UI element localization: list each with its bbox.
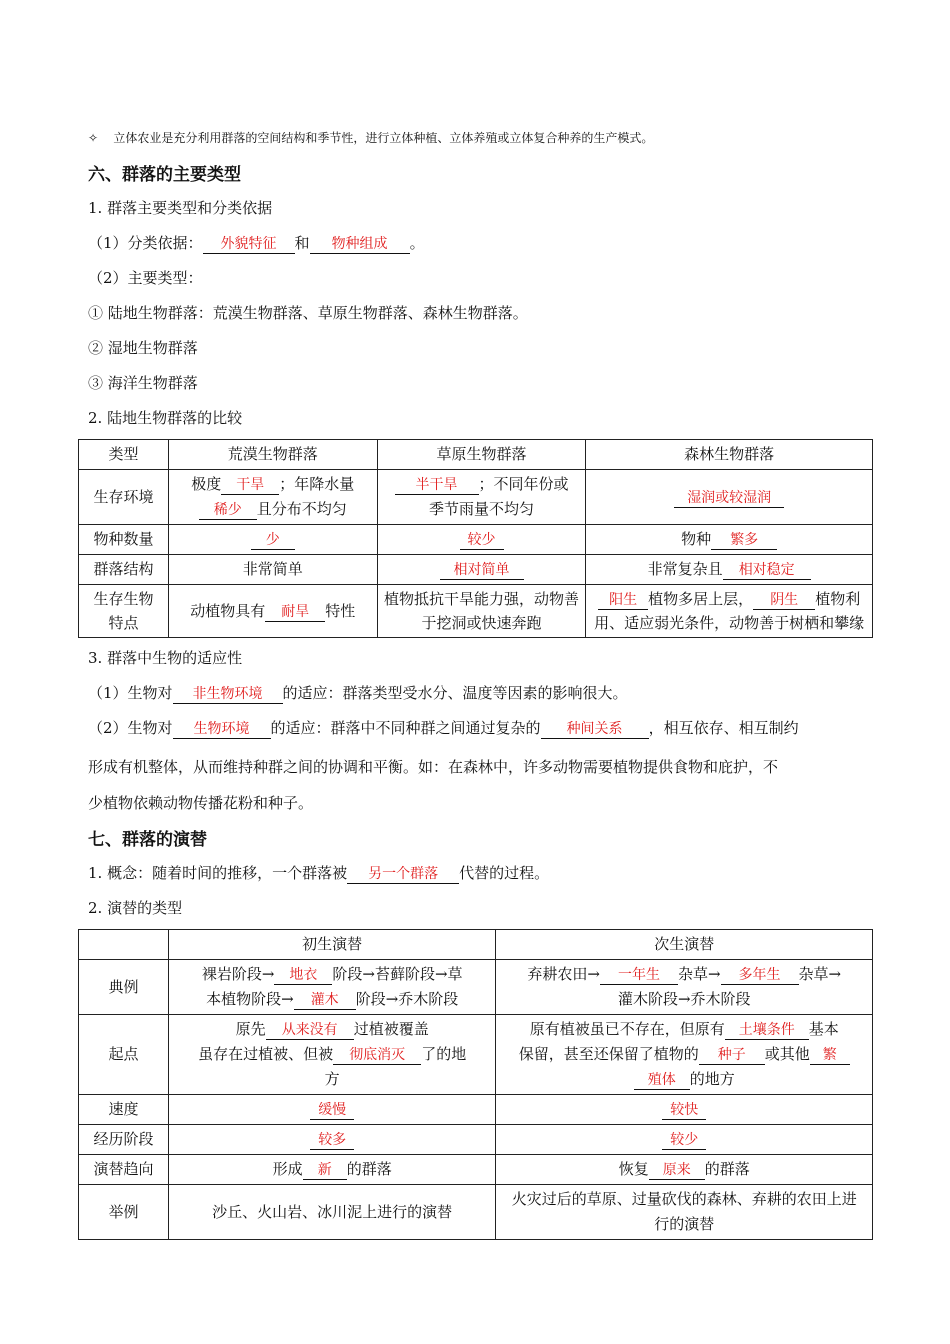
table-row [79, 1015, 873, 1095]
answer-blank: 多年生 [721, 967, 799, 985]
text: 代替的过程。 [459, 864, 550, 882]
text: 和 [294, 234, 310, 252]
answer-blank: 干旱 [221, 477, 279, 495]
s6-p1-b: （2）主要类型： [88, 269, 203, 287]
table-cell [586, 525, 873, 555]
table-row [79, 555, 873, 585]
text: 季节雨量不均匀 [429, 500, 535, 518]
row-label: 物种数量 [79, 525, 169, 555]
table-cell [168, 960, 496, 1015]
text: 保留，甚至还保留了植物的 [518, 1045, 699, 1063]
text: 动植物具有 [190, 601, 266, 620]
s6-item-2: ② 湿地生物群落 [88, 339, 198, 357]
table-cell [168, 1095, 496, 1125]
header-cell: 类型 [79, 440, 169, 470]
answer-blank: 另一个群落 [347, 866, 459, 884]
table-row [79, 1185, 873, 1240]
text: 基本 [808, 1020, 839, 1038]
answer-blank: 阳生 [598, 592, 648, 610]
s7-p1 [88, 862, 549, 884]
row-label: 举例 [79, 1185, 169, 1240]
answer-blank: 灌木 [294, 992, 356, 1010]
text: ；年降水量 [279, 475, 355, 493]
table-cell [496, 1155, 873, 1185]
row-label: 速度 [79, 1095, 169, 1125]
answer-blank: 非生物环境 [173, 686, 283, 704]
section-6-title: 六、群落的主要类型 [88, 165, 241, 185]
table-cell [377, 555, 586, 585]
table-cell: 沙丘、火山岩、冰川泥上进行的演替 [168, 1185, 496, 1240]
section-7-title: 七、群落的演替 [88, 830, 207, 850]
answer-blank: 耐旱 [265, 604, 325, 622]
s6-p3-b [88, 717, 799, 739]
text: 的适应：群落中不同种群之间通过复杂的 [270, 719, 541, 737]
answer-blank: 较少 [460, 532, 504, 550]
text: 灌木阶段→乔木阶段 [617, 990, 751, 1008]
answer-blank: 地衣 [274, 967, 332, 985]
table-row [79, 470, 873, 525]
table-cell [496, 1095, 873, 1125]
table-row [79, 585, 873, 638]
answer-blank: 繁多 [711, 532, 777, 550]
header-cell: 次生演替 [496, 930, 873, 960]
answer-blank: 缓慢 [310, 1102, 354, 1120]
table-row [79, 1155, 873, 1185]
table-cell [168, 470, 377, 525]
table-cell [377, 470, 586, 525]
table-cell [496, 1125, 873, 1155]
answer-blank: 阴生 [753, 592, 815, 610]
text: 1. 概念：随着时间的推移，一个群落被 [88, 864, 348, 882]
table-cell [586, 555, 873, 585]
text: 原有植被虽已不存在，但原有 [529, 1020, 725, 1038]
answer-blank: 较快 [662, 1102, 706, 1120]
table-cell [168, 1125, 496, 1155]
answer-blank: 稀少 [199, 502, 257, 520]
tip-text: 立体农业是充分利用群落的空间结构和季节性，进行立体种植、立体养殖或立体复合种养的生产模式。 [113, 131, 654, 145]
text: 的适应：群落类型受水分、温度等因素的影响很大。 [282, 684, 628, 702]
text: 特性 [325, 601, 356, 620]
header-cell: 荒漠生物群落 [168, 440, 377, 470]
text: 阶段→乔木阶段 [355, 990, 459, 1008]
row-label: 生存环境 [79, 470, 169, 525]
row-label: 群落结构 [79, 555, 169, 585]
answer-blank: 相对稳定 [723, 562, 811, 580]
answer-blank: 新 [303, 1162, 347, 1180]
answer-blank: 外貌特征 [203, 236, 295, 254]
table-cell: 非常简单 [168, 555, 377, 585]
text: 原先 [235, 1020, 266, 1038]
table-cell [496, 1015, 873, 1095]
answer-blank: 繁 [810, 1047, 850, 1065]
table-cell [586, 585, 873, 638]
header-cell: 森林生物群落 [586, 440, 873, 470]
text: 杂草→ [798, 965, 842, 983]
s6-item-3: ③ 海洋生物群落 [88, 374, 198, 392]
answer-blank: 殖体 [634, 1072, 690, 1090]
text: 过植被覆盖 [353, 1020, 429, 1038]
s6-p3-b-line2: 形成有机整体，从而维持种群之间的协调和平衡。如：在森林中，许多动物需要植物提供食物和庇护，不 [88, 758, 779, 776]
terrestrial-comparison-table [78, 439, 873, 638]
table-cell [168, 525, 377, 555]
s6-p2-title: 2. 陆地生物群落的比较 [88, 409, 243, 427]
table-cell: 火灾过后的草原、过量砍伐的森林、弃耕的农田上进行的演替 [496, 1185, 873, 1240]
text: 植物多居上层， [648, 590, 754, 608]
text: 恢复 [618, 1160, 649, 1178]
header-cell [79, 930, 169, 960]
text: 了的地 [421, 1045, 467, 1063]
text: 弃耕农田→ [527, 965, 600, 983]
header-cell: 草原生物群落 [377, 440, 586, 470]
text: （1）分类依据： [88, 234, 203, 252]
text: 形成 [272, 1160, 303, 1178]
row-label: 演替趋向 [79, 1155, 169, 1185]
text: 且分布不均匀 [256, 500, 347, 518]
answer-blank: 少 [251, 532, 295, 550]
text: 。 [409, 234, 425, 252]
row-label: 起点 [79, 1015, 169, 1095]
s6-p3-b-line3: 少植物依赖动物传播花粉和种子。 [88, 794, 314, 812]
text: 的群落 [346, 1160, 392, 1178]
s7-p2-title: 2. 演替的类型 [88, 899, 183, 917]
s6-p3-a [88, 682, 628, 704]
s6-p1-title: 1. 群落主要类型和分类依据 [88, 199, 273, 217]
s6-p3-title: 3. 群落中生物的适应性 [88, 649, 243, 667]
text: 植物利用、适应弱光条件，动物善于树栖和攀缘 [594, 590, 865, 632]
text: 的群落 [704, 1160, 750, 1178]
table-cell [377, 525, 586, 555]
table-cell [168, 1015, 496, 1095]
answer-blank: 彻底消灭 [333, 1047, 421, 1065]
answer-blank: 种间关系 [541, 721, 649, 739]
answer-blank: 生物环境 [173, 721, 271, 739]
row-label: 经历阶段 [79, 1125, 169, 1155]
answer-blank: 较少 [662, 1132, 706, 1150]
text: （1）生物对 [88, 684, 173, 702]
s6-p1-a [88, 232, 425, 254]
table-cell: 植物抵抗干旱能力强，动物善于挖洞或快速奔跑 [377, 585, 586, 638]
header-cell: 初生演替 [168, 930, 496, 960]
answer-blank: 一年生 [600, 967, 678, 985]
table-cell [168, 585, 377, 638]
text: 裸岩阶段→ [201, 965, 275, 983]
text: 方 [324, 1070, 340, 1088]
text: （2）生物对 [88, 719, 173, 737]
answer-blank: 相对简单 [440, 562, 524, 580]
text: 非常复杂且 [647, 560, 723, 578]
table-header-row [79, 440, 873, 470]
text: ，相互依存、相互制约 [648, 719, 799, 737]
answer-blank: 原来 [649, 1162, 705, 1180]
table-row [79, 960, 873, 1015]
table-cell [168, 1155, 496, 1185]
diamond-icon: ✧ [88, 131, 99, 145]
text: 的地方 [689, 1070, 735, 1088]
text: ；不同年份或 [478, 475, 569, 493]
table-row [79, 1125, 873, 1155]
row-label [79, 585, 169, 638]
text: 虽存在过植被、但被 [198, 1045, 334, 1063]
s6-item-1: ① 陆地生物群落：荒漠生物群落、草原生物群落、森林生物群落。 [88, 304, 528, 322]
answer-blank: 土壤条件 [725, 1022, 809, 1040]
succession-table [78, 929, 873, 1240]
row-label: 典例 [79, 960, 169, 1015]
answer-blank: 种子 [699, 1047, 765, 1065]
text: 生存生物特点 [93, 590, 154, 632]
text: 极度 [191, 475, 222, 493]
table-cell [496, 960, 873, 1015]
tip-line [88, 129, 653, 146]
answer-blank: 湿润或较湿润 [674, 490, 784, 508]
text: 本植物阶段→ [206, 990, 294, 1008]
table-cell [586, 470, 873, 525]
table-row [79, 525, 873, 555]
table-row [79, 1095, 873, 1125]
text: 物种 [681, 530, 712, 548]
answer-blank: 半干旱 [395, 477, 479, 495]
answer-blank: 从来没有 [266, 1022, 354, 1040]
text: 杂草→ [677, 965, 721, 983]
table-header-row [79, 930, 873, 960]
text: 或其他 [764, 1045, 810, 1063]
answer-blank: 物种组成 [310, 236, 410, 254]
text: 阶段→苔藓阶段→草 [332, 965, 463, 983]
answer-blank: 较多 [310, 1132, 354, 1150]
